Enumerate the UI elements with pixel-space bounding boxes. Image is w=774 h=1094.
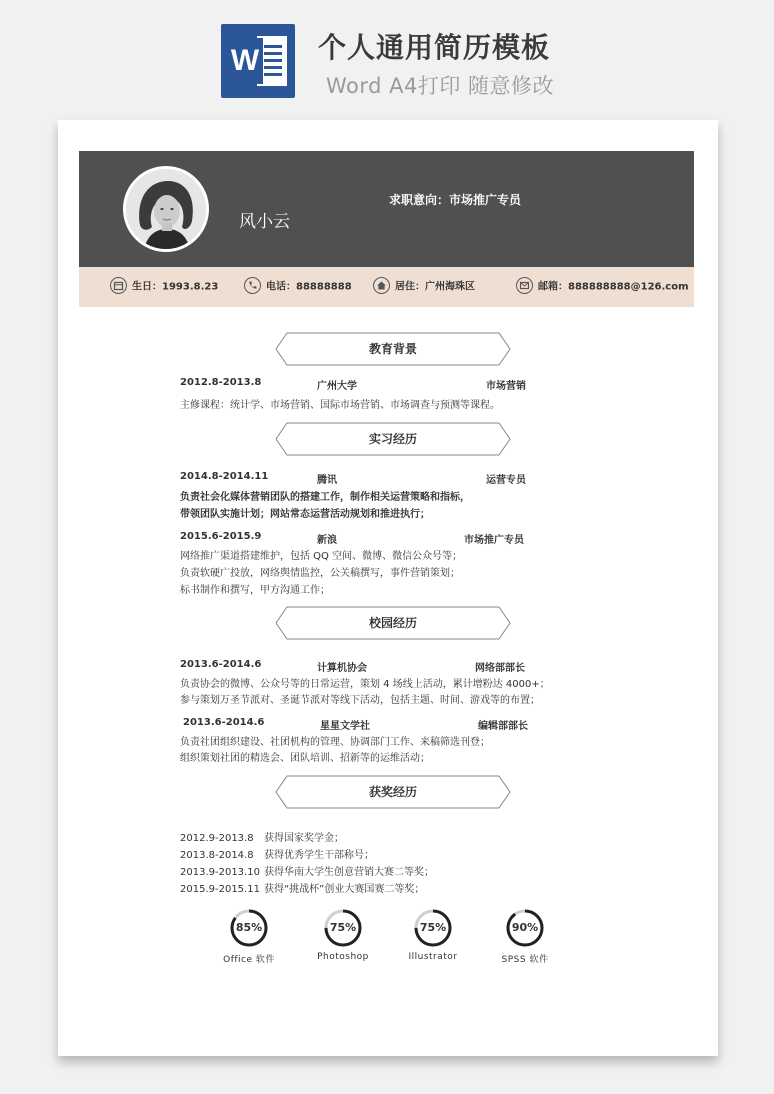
campus1-org: 计算机协会 <box>317 663 367 674</box>
intern2-role: 市场推广专员 <box>464 535 524 546</box>
birthday-item <box>110 278 218 296</box>
banner-title: 个人通用简历模板 <box>318 31 551 64</box>
campus2-line: 组织策划社团的精选会、团队培训、招新等的运维活动； <box>180 753 430 764</box>
email-item <box>516 278 689 296</box>
phone-icon <box>244 277 261 294</box>
word-icon <box>221 24 295 98</box>
profile-header <box>79 151 694 267</box>
award-item: 2015.9-2015.11 获得“挑战杯”创业大赛国赛二等奖； <box>180 884 425 895</box>
section-awards-heading: 获奖经历 <box>275 775 511 809</box>
intern2-line: 标书制作和撰写，甲方沟通工作； <box>180 585 330 596</box>
campus2-line: 负责社团组织建设、社团机构的管理、协调部门工作、来稿筛选刊登； <box>180 737 490 748</box>
intern2-line: 负责软硬广投放，网络舆情监控，公关稿撰写，事件营销策划； <box>180 568 460 579</box>
edu-date: 2012.8-2013.8 <box>180 377 262 388</box>
intern1-line: 负责社会化媒体营销团队的搭建工作，制作相关运营策略和指标， <box>180 492 470 503</box>
intern2-org: 新浪 <box>317 535 337 546</box>
edu-desc: 主修课程：统计学、市场营销、国际市场营销、市场调查与预测等课程。 <box>180 400 500 411</box>
word-icon-letter: W <box>227 38 263 84</box>
campus1-date: 2013.6-2014.6 <box>180 659 262 670</box>
birthday-text: 生日：1993.8.23 <box>132 281 219 293</box>
campus2-date: 2013.6-2014.6 <box>183 717 265 728</box>
email-text: 邮箱：888888888@126.com <box>538 281 689 293</box>
campus2-role: 编辑部部长 <box>478 721 528 732</box>
avatar <box>123 166 209 252</box>
campus1-line: 参与策划万圣节派对、圣诞节派对等线下活动，包括主题、时间、游戏等的布置； <box>180 695 540 706</box>
campus2-org: 星星文学社 <box>320 721 370 732</box>
section-education-heading: 教育背景 <box>275 332 511 366</box>
section-campus-heading: 校园经历 <box>275 606 511 640</box>
address-item <box>373 278 475 296</box>
banner <box>0 0 774 110</box>
intern2-date: 2015.6-2015.9 <box>180 531 262 542</box>
edu-major: 市场营销 <box>486 381 526 392</box>
section-internship-heading: 实习经历 <box>275 422 511 456</box>
calendar-icon <box>110 277 127 294</box>
edu-school: 广州大学 <box>317 381 357 392</box>
phone-item <box>244 278 352 296</box>
job-intent: 求职意向：市场推广专员 <box>389 193 522 207</box>
award-item: 2013.8-2014.8 获得优秀学生干部称号； <box>180 850 374 861</box>
intern1-line: 带领团队实施计划；网站常态运营活动规划和推进执行； <box>180 509 430 520</box>
resume-page <box>58 120 718 1056</box>
banner-subtitle: Word A4打印 随意修改 <box>326 74 555 98</box>
address-text: 居住：广州海珠区 <box>395 281 475 293</box>
skill-photoshop: 75% Photoshop <box>308 908 378 962</box>
skill-spss: 90% SPSS 软件 <box>490 908 560 965</box>
contact-bar <box>79 267 694 307</box>
intern1-org: 腾讯 <box>317 475 337 486</box>
home-icon <box>373 277 390 294</box>
skill-office: 85% Office 软件 <box>214 908 284 965</box>
intern1-role: 运营专员 <box>486 475 526 486</box>
skill-illustrator: 75% Illustrator <box>398 908 468 962</box>
award-item: 2013.9-2013.10 获得华南大学生创意营销大赛二等奖； <box>180 867 434 878</box>
award-item: 2012.9-2013.8 获得国家奖学金； <box>180 833 344 844</box>
campus1-role: 网络部部长 <box>475 663 525 674</box>
phone-text: 电话：88888888 <box>266 281 352 293</box>
campus1-line: 负责协会的微博、公众号等的日常运营，策划 4 场线上活动，累计增粉达 4000+； <box>180 679 550 690</box>
profile-name: 风小云 <box>239 212 290 232</box>
email-icon <box>516 277 533 294</box>
intern1-date: 2014.8-2014.11 <box>180 471 269 482</box>
intern2-line: 网络推广渠道搭建维护，包括 QQ 空间、微博、微信公众号等； <box>180 551 463 562</box>
